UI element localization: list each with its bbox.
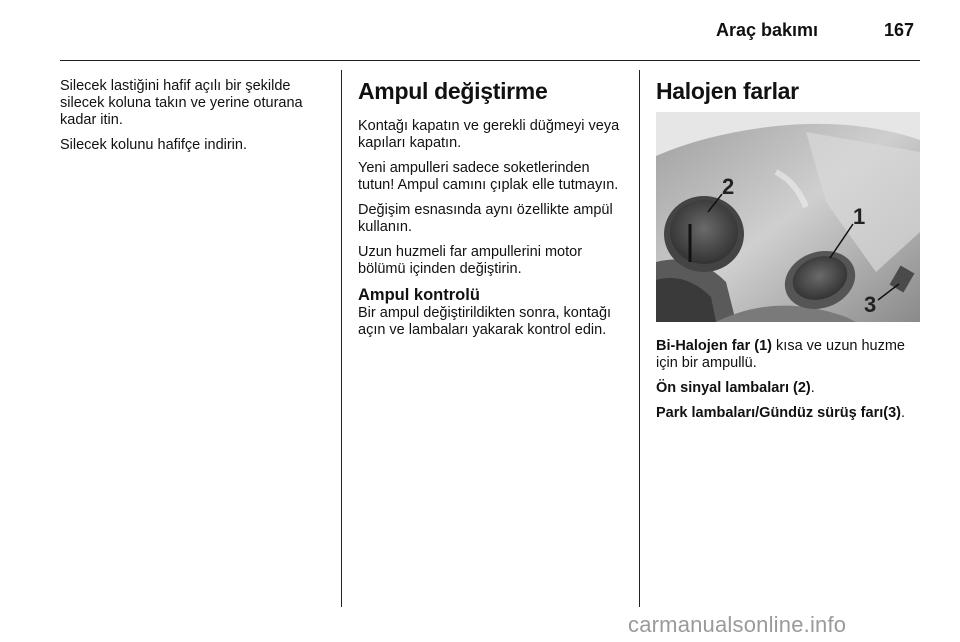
paragraph: Silecek lastiğini hafif açılı bir şekilde silecek koluna takın ve yerine oturana kadar itin. xyxy=(60,78,303,128)
section-heading: Halojen farlar xyxy=(656,78,799,104)
paragraph: Yeni ampulleri sadece soketlerinden tutun! Ampul camını çıplak elle tutmayın. xyxy=(358,160,619,193)
paragraph: Kontağı kapatın ve gerekli düğmeyi veya kapıları kapatın. xyxy=(358,118,620,151)
photo-label: 2 xyxy=(722,174,735,199)
column-2 xyxy=(358,78,626,347)
caption-item xyxy=(656,380,920,397)
page-number: 167 xyxy=(884,20,915,40)
caption-text: . xyxy=(900,405,905,421)
caption-item xyxy=(656,405,920,422)
caption-term: Bi-Halojen far (1) xyxy=(656,338,773,354)
caption-text: . xyxy=(810,380,815,396)
paragraph: Silecek kolunu hafifçe indirin. xyxy=(60,137,247,153)
caption-item xyxy=(656,338,920,372)
column-divider xyxy=(639,70,640,607)
column-3 xyxy=(656,78,920,430)
paragraph: Bir ampul değiştirildikten sonra, kontağı açın ve lambaları yakarak kontrol edin. xyxy=(358,305,612,338)
section-heading: Ampul değiştirme xyxy=(358,78,548,104)
page-header-title: Araç bakımı xyxy=(716,20,819,40)
headlamp-photo xyxy=(656,112,920,322)
paragraph: Uzun huzmeli far ampullerini motor bölümü içinden değiştirin. xyxy=(358,244,583,277)
caption-text: kısa ve uzun huzme için bir ampullü. xyxy=(656,338,906,371)
watermark-text: carmanualsonline.info xyxy=(628,612,847,637)
photo-label: 3 xyxy=(864,292,877,317)
subsection-heading: Ampul kontrolü xyxy=(358,286,480,304)
photo-label: 1 xyxy=(853,204,866,229)
caption-term: Ön sinyal lambaları (2) xyxy=(656,380,811,396)
column-1 xyxy=(60,78,332,162)
caption-term: Park lambaları/Gündüz sürüş farı(3) xyxy=(656,405,901,421)
header-divider xyxy=(60,60,920,61)
paragraph: Değişim esnasında aynı özellikte ampül kullanın. xyxy=(358,202,613,235)
column-divider xyxy=(341,70,342,607)
